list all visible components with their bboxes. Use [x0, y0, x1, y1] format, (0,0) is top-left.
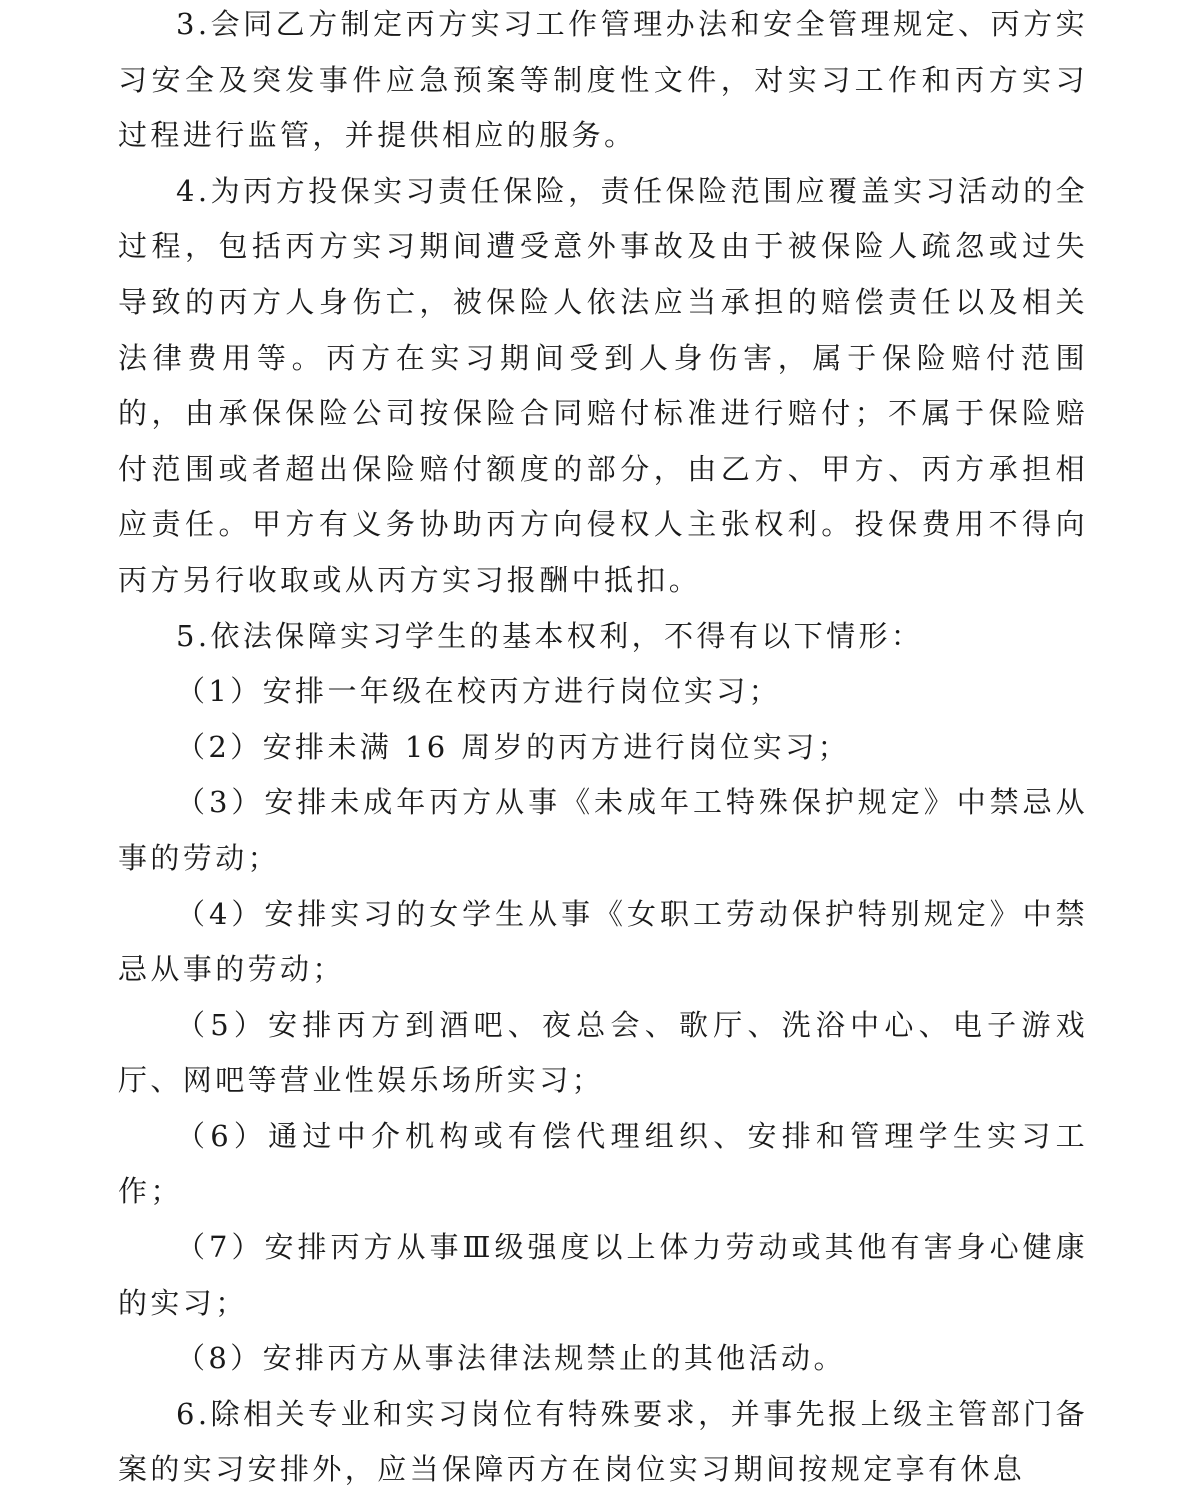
list-item-5: （5）安排丙方到酒吧、夜总会、歌厅、洗浴中心、电子游戏厅、网吧等营业性娱乐场所实习； [118, 1007, 1088, 1098]
list-item-4: （4）安排实习的女学生从事《女职工劳动保护特别规定》中禁忌从事的劳动； [118, 896, 1088, 987]
paragraph-item-4: 4.为丙方投保实习责任保险，责任保险范围应覆盖实习活动的全过程，包括丙方实习期间遭受意外事故及由于被保险人疏忽或过失导致的丙方人身伤亡，被保险人依法应当承担的赔偿责任以及相关法律费用等。丙方在实习期间受到人身伤害，属于保险赔付范围的，由承保保险公司按保险合同赔付标准进行赔付；不属于保险赔付范围或者超出保险赔付额度的部分，由乙方、甲方、丙方承担相应责任。甲方有义务协助丙方向侵权人主张权利。投保费用不得向丙方另行收取或从丙方实习报酬中抵扣。 [118, 173, 1088, 597]
document-page [118, 0, 1088, 1498]
list-item-8: （8）安排丙方从事法律法规禁止的其他活动。 [176, 1341, 846, 1376]
paragraph-item-5: 5.依法保障实习学生的基本权利，不得有以下情形： [176, 618, 924, 653]
list-item-6: （6）通过中介机构或有偿代理组织、安排和管理学生实习工作； [118, 1118, 1088, 1209]
list-item-7: （7）安排丙方从事Ⅲ级强度以上体力劳动或其他有害身心健康的实习； [118, 1230, 1088, 1320]
list-item-2: （2）安排未满 16 周岁的丙方进行岗位实习； [176, 729, 850, 764]
paragraph-item-6: 6.除相关专业和实习岗位有特殊要求，并事先报上级主管部门备案的实习安排外，应当保障丙方在岗位实习期间按规定享有休息 [118, 1396, 1088, 1487]
paragraph-item-3: 3.会同乙方制定丙方实习工作管理办法和安全管理规定、丙方实习安全及突发事件应急预案等制度性文件，对实习工作和丙方实习过程进行监管，并提供相应的服务。 [118, 7, 1088, 153]
list-item-3: （3）安排未成年丙方从事《未成年工特殊保护规定》中禁忌从事的劳动； [118, 785, 1088, 875]
list-item-1: （1）安排一年级在校丙方进行岗位实习； [176, 674, 782, 709]
